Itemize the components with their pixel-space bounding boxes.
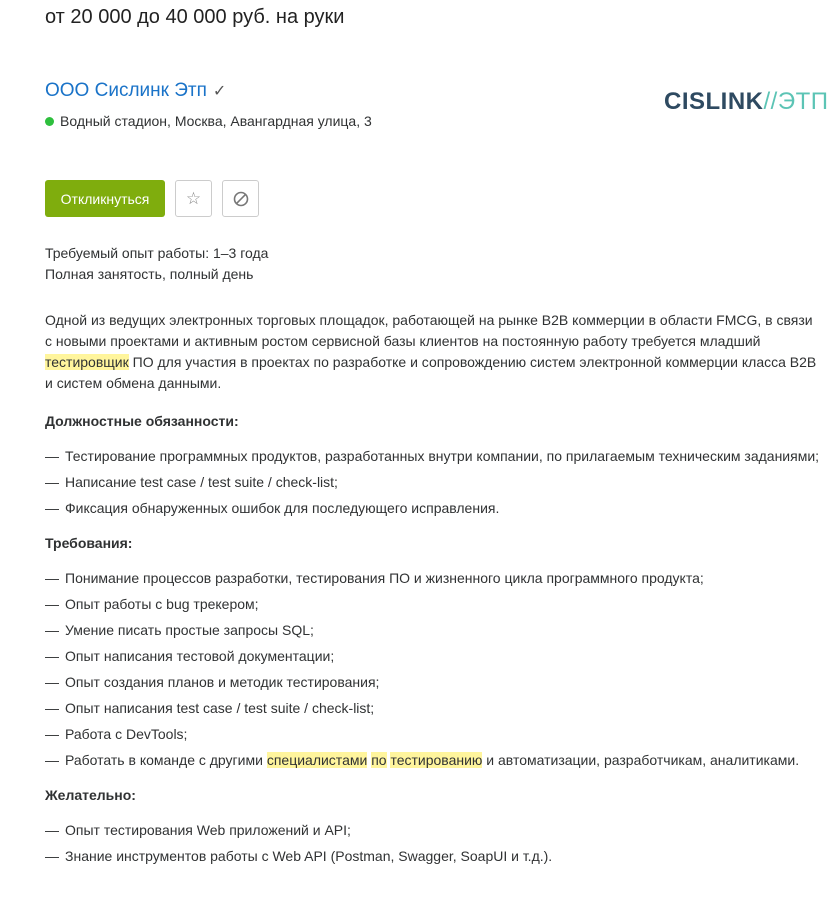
list-item: — Опыт тестирования Web приложений и API; xyxy=(45,820,820,841)
block-icon xyxy=(233,191,249,207)
list-item: — Тестирование программных продуктов, разработанных внутри компании, по прилагаемым техническим заданиями; xyxy=(45,446,820,467)
vacancy-description xyxy=(45,310,820,881)
logo-main: CISLINK xyxy=(664,88,764,115)
company-logo[interactable] xyxy=(664,88,829,116)
responsibilities-title: Должностные обязанности: xyxy=(45,413,239,429)
list-item: — Понимание процессов разработки, тестирования ПО и жизненного цикла программного продукта; xyxy=(45,568,820,589)
logo-sub: ЭТП xyxy=(777,88,829,115)
list-item: — Работать в команде с другими специалистами по тестированию и автоматизации, разработчикам, аналитиками. xyxy=(45,750,820,771)
responsibilities-list xyxy=(45,446,820,519)
address-text: Водный стадион, Москва, Авангардная улица, 3 xyxy=(60,113,372,129)
logo-separator: // xyxy=(763,88,778,115)
list-item: — Опыт написания тестовой документации; xyxy=(45,646,820,667)
experience: Требуемый опыт работы: 1–3 года xyxy=(45,245,269,261)
search-highlight: тестированию xyxy=(390,752,483,768)
intro-paragraph: Одной из ведущих электронных торговых площадок, работающей на рынке B2B коммерции в области FMCG, в связи с новыми проектами и активным ростом сервисной базы клиентов на постоянную работу требуется младший тестировщик ПО для участия в проектах по разработке и сопровождению систем электронной коммерции класса B2B и систем обмена данными. xyxy=(45,312,817,391)
requirements-title: Требования: xyxy=(45,535,133,551)
verified-check-icon: ✓ xyxy=(212,83,227,100)
list-item: — Работа с DevTools; xyxy=(45,724,820,745)
hide-button[interactable] xyxy=(222,180,259,217)
search-highlight: специалистами xyxy=(266,752,368,768)
list-item: — Фиксация обнаруженных ошибок для последующего исправления. xyxy=(45,498,820,519)
list-item: — Опыт написания test case / test suite / check-list; xyxy=(45,698,820,719)
list-item: — Умение писать простые запросы SQL; xyxy=(45,620,820,641)
employment: Полная занятость, полный день xyxy=(45,266,254,282)
list-item: — Опыт работы с bug трекером; xyxy=(45,594,820,615)
requirements-list xyxy=(45,568,820,771)
list-item: — Знание инструментов работы с Web API (Postman, Swagger, SoapUI и т.д.). xyxy=(45,846,820,867)
address xyxy=(45,113,372,129)
action-bar xyxy=(45,180,259,217)
search-highlight: по xyxy=(371,752,387,768)
list-item: — Написание test case / test suite / check-list; xyxy=(45,472,820,493)
desired-list xyxy=(45,820,820,867)
list-item: — Опыт создания планов и методик тестирования; xyxy=(45,672,820,693)
apply-button[interactable]: Откликнуться xyxy=(45,180,165,217)
salary: от 20 000 до 40 000 руб. на руки xyxy=(45,6,345,28)
vacancy-meta xyxy=(45,243,268,285)
star-icon: ☆ xyxy=(185,188,202,208)
company-name[interactable]: ООО Сислинк Этп xyxy=(45,80,207,101)
company-link[interactable] xyxy=(45,80,226,102)
desired-title: Желательно: xyxy=(45,787,136,803)
search-highlight: тестировщик xyxy=(45,354,129,370)
favorite-button[interactable] xyxy=(175,180,212,217)
metro-dot-icon xyxy=(45,117,54,126)
